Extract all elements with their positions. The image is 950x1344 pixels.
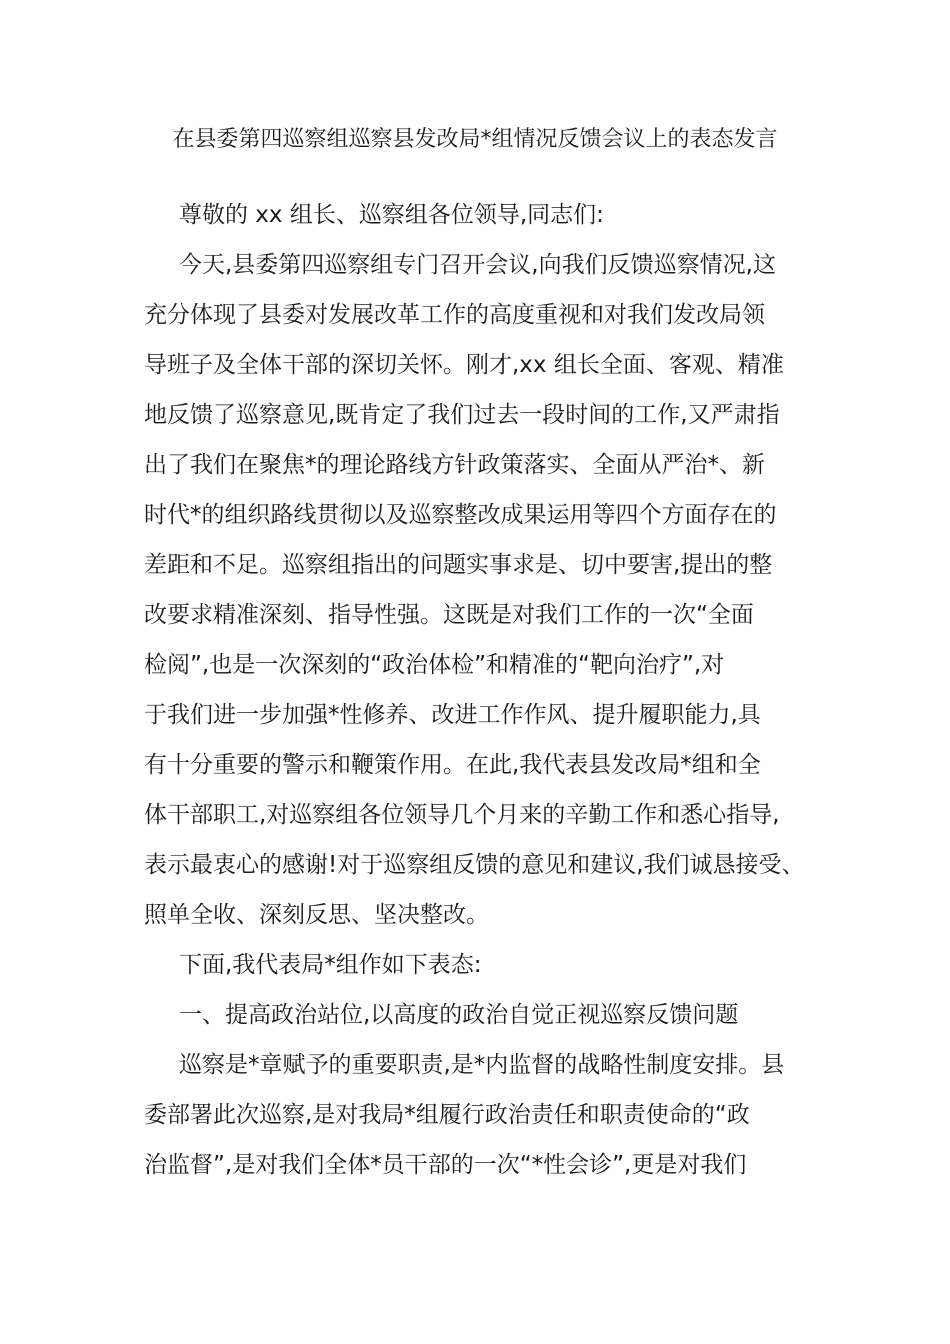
document-title: 在县委第四巡察组巡察县发改局*组情况反馈会议上的表态发言 [172,127,778,152]
body-line: 照单全收、深刻反思、坚决整改。 [144,902,489,928]
body-line: 导班子及全体干部的深切关怀。刚才,xx 组长全面、客观、精准 [144,352,784,378]
body-line: 有十分重要的警示和鞭策作用。在此,我代表县发改局*组和全 [144,752,761,778]
body-line: 于我们进一步加强*性修养、改进工作作风、提升履职能力,具 [144,702,761,728]
body-line: 治监督”,是对我们全体*员干部的一次“*性会诊”,更是对我们 [144,1152,747,1178]
body-line: 下面,我代表局*组作如下表态: [179,952,482,978]
body-line: 检阅”,也是一次深刻的“政治体检”和精准的“靶向治疗”,对 [144,652,725,678]
body-line: 巡察是*章赋予的重要职责,是*内监督的战略性制度安排。县 [179,1052,785,1078]
salutation-line: 尊敬的 xx 组长、巡察组各位领导,同志们: [179,202,604,228]
body-line: 差距和不足。巡察组指出的问题实事求是、切中要害,提出的整 [144,552,773,578]
body-line: 改要求精准深刻、指导性强。这既是对我们工作的一次“全面 [144,602,754,628]
body-line: 今天,县委第四巡察组专门召开会议,向我们反馈巡察情况,这 [179,252,776,278]
body-line: 出了我们在聚焦*的理论路线方针政策落实、全面从严治*、新 [144,452,765,478]
body-line: 委部署此次巡察,是对我局*组履行政治责任和职责使命的“政 [144,1102,750,1128]
body-line: 时代*的组织路线贯彻以及巡察整改成果运用等四个方面存在的 [144,502,777,528]
body-line: 充分体现了县委对发展改革工作的高度重视和对我们发改局领 [144,302,765,328]
body-line: 地反馈了巡察意见,既肯定了我们过去一段时间的工作,又严肃指 [144,402,780,428]
section-heading: 一、提高政治站位,以高度的政治自觉正视巡察反馈问题 [179,1002,739,1028]
body-line: 表示最衷心的感谢!对于巡察组反馈的意见和建议,我们诚恳接受、 [144,852,805,878]
body-line: 体干部职工,对巡察组各位领导几个月来的辛勤工作和悉心指导, [144,802,780,828]
document-body [144,200,824,1200]
